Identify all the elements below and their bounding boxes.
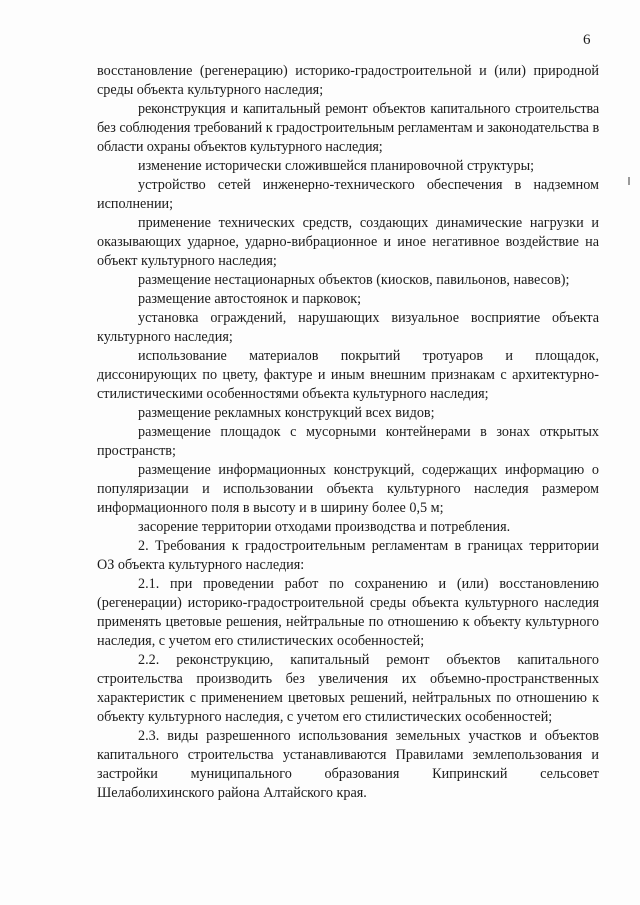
paragraph-temporary-objects: размещение нестационарных объектов (киосков, павильонов, навесов);	[138, 272, 570, 288]
paragraph-waste-containers: размещение площадок с мусорными контейнерами в зонах открытых пространств;	[97, 424, 599, 459]
paragraph-fences: установка ограждений, нарушающих визуальное восприятие объекта культурного наследия;	[97, 310, 599, 345]
paragraph-reconstruction-violation: реконструкция и капитальный ремонт объектов капитального строительства без соблюдения требований к градостроительным регламентам и законодательства в области охраны объектов культурного наследия;	[97, 101, 599, 155]
paragraph-item-2-3: 2.3. виды разрешенного использования земельных участков и объектов капитального строительства устанавливаются Правилами землепользования и застройки муниципального образования Кипринский сельсовет Шелаболихинского района Алтайского края.	[97, 728, 599, 801]
paragraph-dynamic-loads: применение технических средств, создающих динамические нагрузки и оказывающих ударное, ударно-вибрационное и иное негативное воздействие на объект культурного наследия;	[97, 215, 599, 269]
paragraph-item-2-1: 2.1. при проведении работ по сохранению и (или) восстановлению (регенерации) историко-градостроительной среды объекта культурного наследия применять цветовые решения, нейтральные по отношению к объекту культурного наследия, с учетом его стилистических особенностей;	[97, 576, 599, 649]
page-number: 6	[583, 32, 591, 48]
paragraph-planning-structure: изменение исторически сложившейся планировочной структуры;	[138, 158, 535, 174]
paragraph-parking: размещение автостоянок и парковок;	[138, 291, 362, 307]
paragraph-pavement-materials: использование материалов покрытий тротуаров и площадок, диссонирующих по цвету, фактуре и иным внешним признакам с архитектурно-стилистическими особенностями объекта культурного наследия;	[97, 348, 599, 402]
document-body	[97, 62, 599, 803]
paragraph-information-structures: размещение информационных конструкций, содержащих информацию о популяризации и использовании объекта культурного наследия размером информационного поля в высоту и в ширину более 0,5 м;	[97, 462, 599, 516]
paragraph-advertising: размещение рекламных конструкций всех видов;	[138, 405, 435, 421]
paragraph-restoration: восстановление (регенерацию) историко-градостроительной и (или) природной среды объекта культурного наследия;	[97, 63, 599, 98]
paragraph-section-2-heading: 2. Требования к градостроительным регламентам в границах территории ОЗ объекта культурного наследия:	[97, 538, 599, 573]
paragraph-engineering-networks: устройство сетей инженерно-технического обеспечения в надземном исполнении;	[97, 177, 599, 212]
paragraph-littering: засорение территории отходами производства и потребления.	[138, 519, 511, 535]
paragraph-item-2-2: 2.2. реконструкцию, капитальный ремонт объектов капитального строительства производить без увеличения их объемно-пространственных характеристик с применением цветовых решений, нейтральных по отношению к объекту культурного наследия, с учетом его стилистических особенностей;	[97, 652, 599, 725]
scan-mark	[628, 177, 630, 185]
